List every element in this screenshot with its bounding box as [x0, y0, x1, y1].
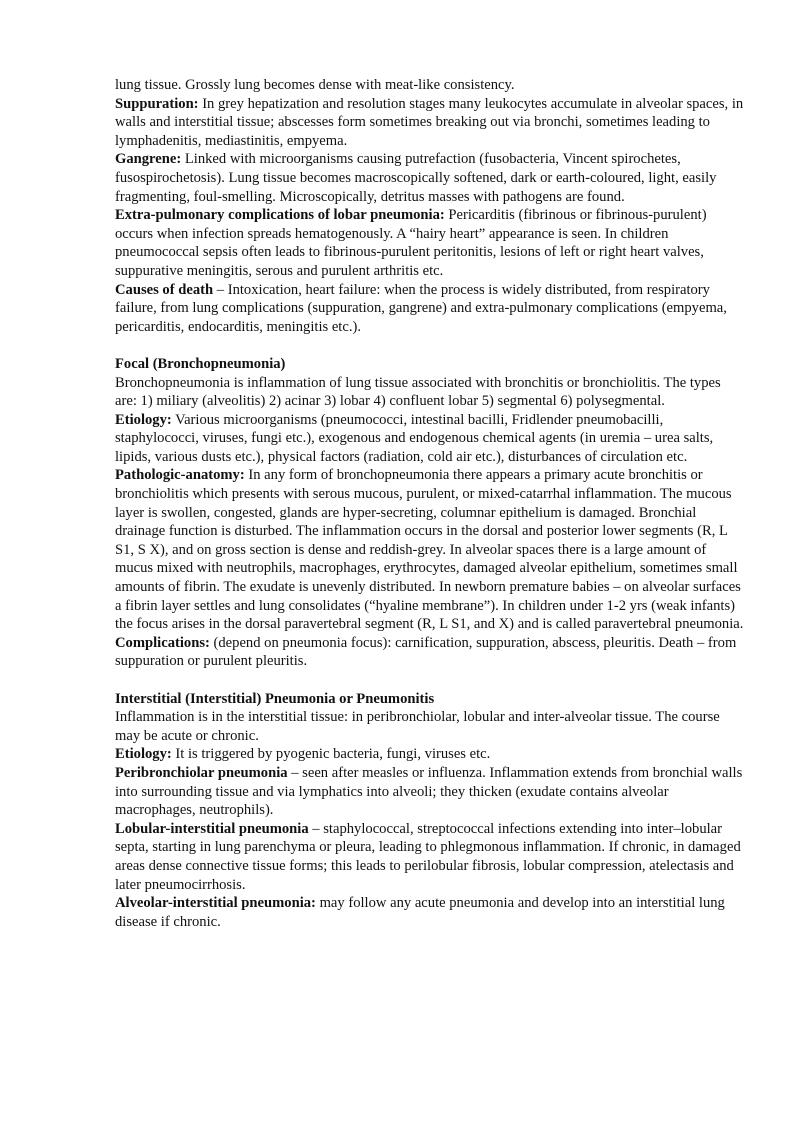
paragraph-lead: Lobular-interstitial pneumonia [115, 820, 309, 837]
paragraph-lead: Suppuration: [115, 95, 199, 112]
paragraph-lead: Alveolar-interstitial pneumonia: [115, 895, 316, 912]
paragraph-interstitial-intro [115, 708, 745, 745]
paragraph-text: – staphylococcal, streptococcal infections extending into inter–lobular septa, starting in lung parenchyma or pleura, leading to phlegmonous inflammation. If chronic, in damaged areas dense connective tissue forms; this leads to perilobular fibrosis, lobular compression, atelectasis and later pneumocirrhosis. [115, 820, 741, 893]
section-spacer [115, 336, 745, 355]
document-page [115, 76, 745, 931]
paragraph-text: Various microorganisms (pneumococci, intestinal bacilli, Fridlender pneumobacilli, staphylococci, viruses, fungi etc.), exogenous and endogenous chemical agents (in uremia – urea salts, lipids, various dusts etc.), physical factors (radiation, cold air etc.), disturbances of circulation etc. [115, 411, 714, 465]
paragraph-lobular-interstitial [115, 820, 745, 894]
paragraph-text: lung tissue. Grossly lung becomes dense with meat-like consistency. [115, 77, 515, 93]
paragraph-gangrene [115, 150, 745, 206]
paragraph-bronchopneumonia-intro [115, 374, 745, 411]
paragraph-text: In grey hepatization and resolution stages many leukocytes accumulate in alveolar spaces, in walls and interstitial tissue; abscesses form sometimes breaking out via bronchi, sometimes leading to lymphadenitis, mediastinitis, empyema. [115, 95, 744, 149]
paragraph-lead: Etiology: [115, 411, 172, 428]
paragraph-text: It is triggered by pyogenic bacteria, fungi, viruses etc. [171, 746, 491, 763]
section-heading-focal: Focal (Bronchopneumonia) [115, 355, 286, 372]
paragraph-lead: Causes of death [115, 281, 214, 298]
paragraph-lead: Etiology: [115, 746, 172, 763]
section-heading-interstitial: Interstitial (Interstitial) Pneumonia or Pneumonitis [115, 690, 435, 707]
paragraph-lead: Extra-pulmonary complications of lobar pneumonia: [115, 207, 445, 224]
paragraph-complications [115, 634, 745, 671]
paragraph-causes-of-death [115, 281, 745, 337]
paragraph-lead: Peribronchiolar pneumonia [115, 764, 288, 781]
paragraph-text: In any form of bronchopneumonia there appears a primary acute bronchitis or bronchiolitis which presents with serous mucous, purulent, or mixed-catarrhal inflammation. The mucous layer is swollen, congested, glands are hyper-secreting, columnar epithelium is damaged. Bronchial drainage function is disturbed. The inflammation occurs in the dorsal and posterior lower segments (R, L S1, S X), and on gross section is dense and reddish-grey. In alveolar spaces there is a large amount of mucus mixed with neutrophils, macrophages, erythrocytes, damaged alveolar epithelium, sometimes small amounts of fibrin. The exudate is unevenly distributed. In newborn premature babies – on alveolar surfaces a fibrin layer settles and lung consolidates (“hyaline membrane”). In children under 1-2 yrs (weak infants) the focus arises in the dorsal paravertebral segment (R, L S1, and X) and is called paravertebral pneumonia. [115, 467, 744, 633]
paragraph-text: may follow any acute pneumonia and develop into an interstitial lung disease if chronic. [115, 895, 725, 930]
paragraph-text: – seen after measles or influenza. Inflammation extends from bronchial walls into surrounding tissue and via lymphatics into alveoli; they thicken (exudate contains alveolar macrophages, neutrophils). [115, 764, 743, 819]
paragraph-text: Linked with microorganisms causing putrefaction (fusobacteria, Vincent spirochetes, fusospirochetosis). Lung tissue becomes macroscopically softened, dark or earth-coloured, light, easily fragmenting, foul-smelling. Microscopically, detritus masses with pathogens are found. [115, 151, 717, 205]
paragraph-text: – Intoxication, heart failure: when the process is widely distributed, from respiratory failure, from lung complications (suppuration, gangrene) and extra-pulmonary complications (empyema, pericarditis, endocarditis, meningitis etc.). [115, 281, 727, 335]
paragraph-peribronchiolar [115, 764, 745, 820]
paragraph-pathologic-anatomy [115, 466, 745, 633]
paragraph-alveolar-interstitial [115, 894, 745, 931]
paragraph-lead: Pathologic-anatomy: [115, 467, 245, 484]
paragraph-lead: Gangrene: [115, 151, 182, 168]
paragraph-text: (depend on pneumonia focus): carnification, suppuration, abscess, pleuritis. Death – from suppuration or purulent pleuritis. [115, 634, 737, 670]
paragraph-lung-tissue [115, 76, 745, 95]
paragraph-extra-pulmonary [115, 206, 745, 280]
paragraph-etiology [115, 411, 745, 467]
paragraph-text: Bronchopneumonia is inflammation of lung tissue associated with bronchitis or bronchiolitis. The types are: 1) miliary (alveolitis) 2) acinar 3) lobar 4) confluent lobar 5) segmental 6) polysegmental. [115, 374, 721, 410]
paragraph-text: Inflammation is in the interstitial tissue: in peribronchiolar, lobular and inter-alveolar tissue. The course may be acute or chronic. [115, 709, 720, 744]
paragraph-suppuration [115, 95, 745, 151]
paragraph-text: Pericarditis (fibrinous or fibrinous-purulent) occurs when infection spreads hematogenously. A “hairy heart” appearance is seen. In children pneumococcal sepsis often leads to fibrinous-purulent peritonitis, lesions of left or right heart valves, suppurative meningitis, serous and purulent arthritis etc. [115, 207, 707, 279]
section-spacer [115, 671, 745, 690]
paragraph-lead: Complications: [115, 634, 210, 651]
paragraph-etiology-interstitial [115, 745, 745, 764]
